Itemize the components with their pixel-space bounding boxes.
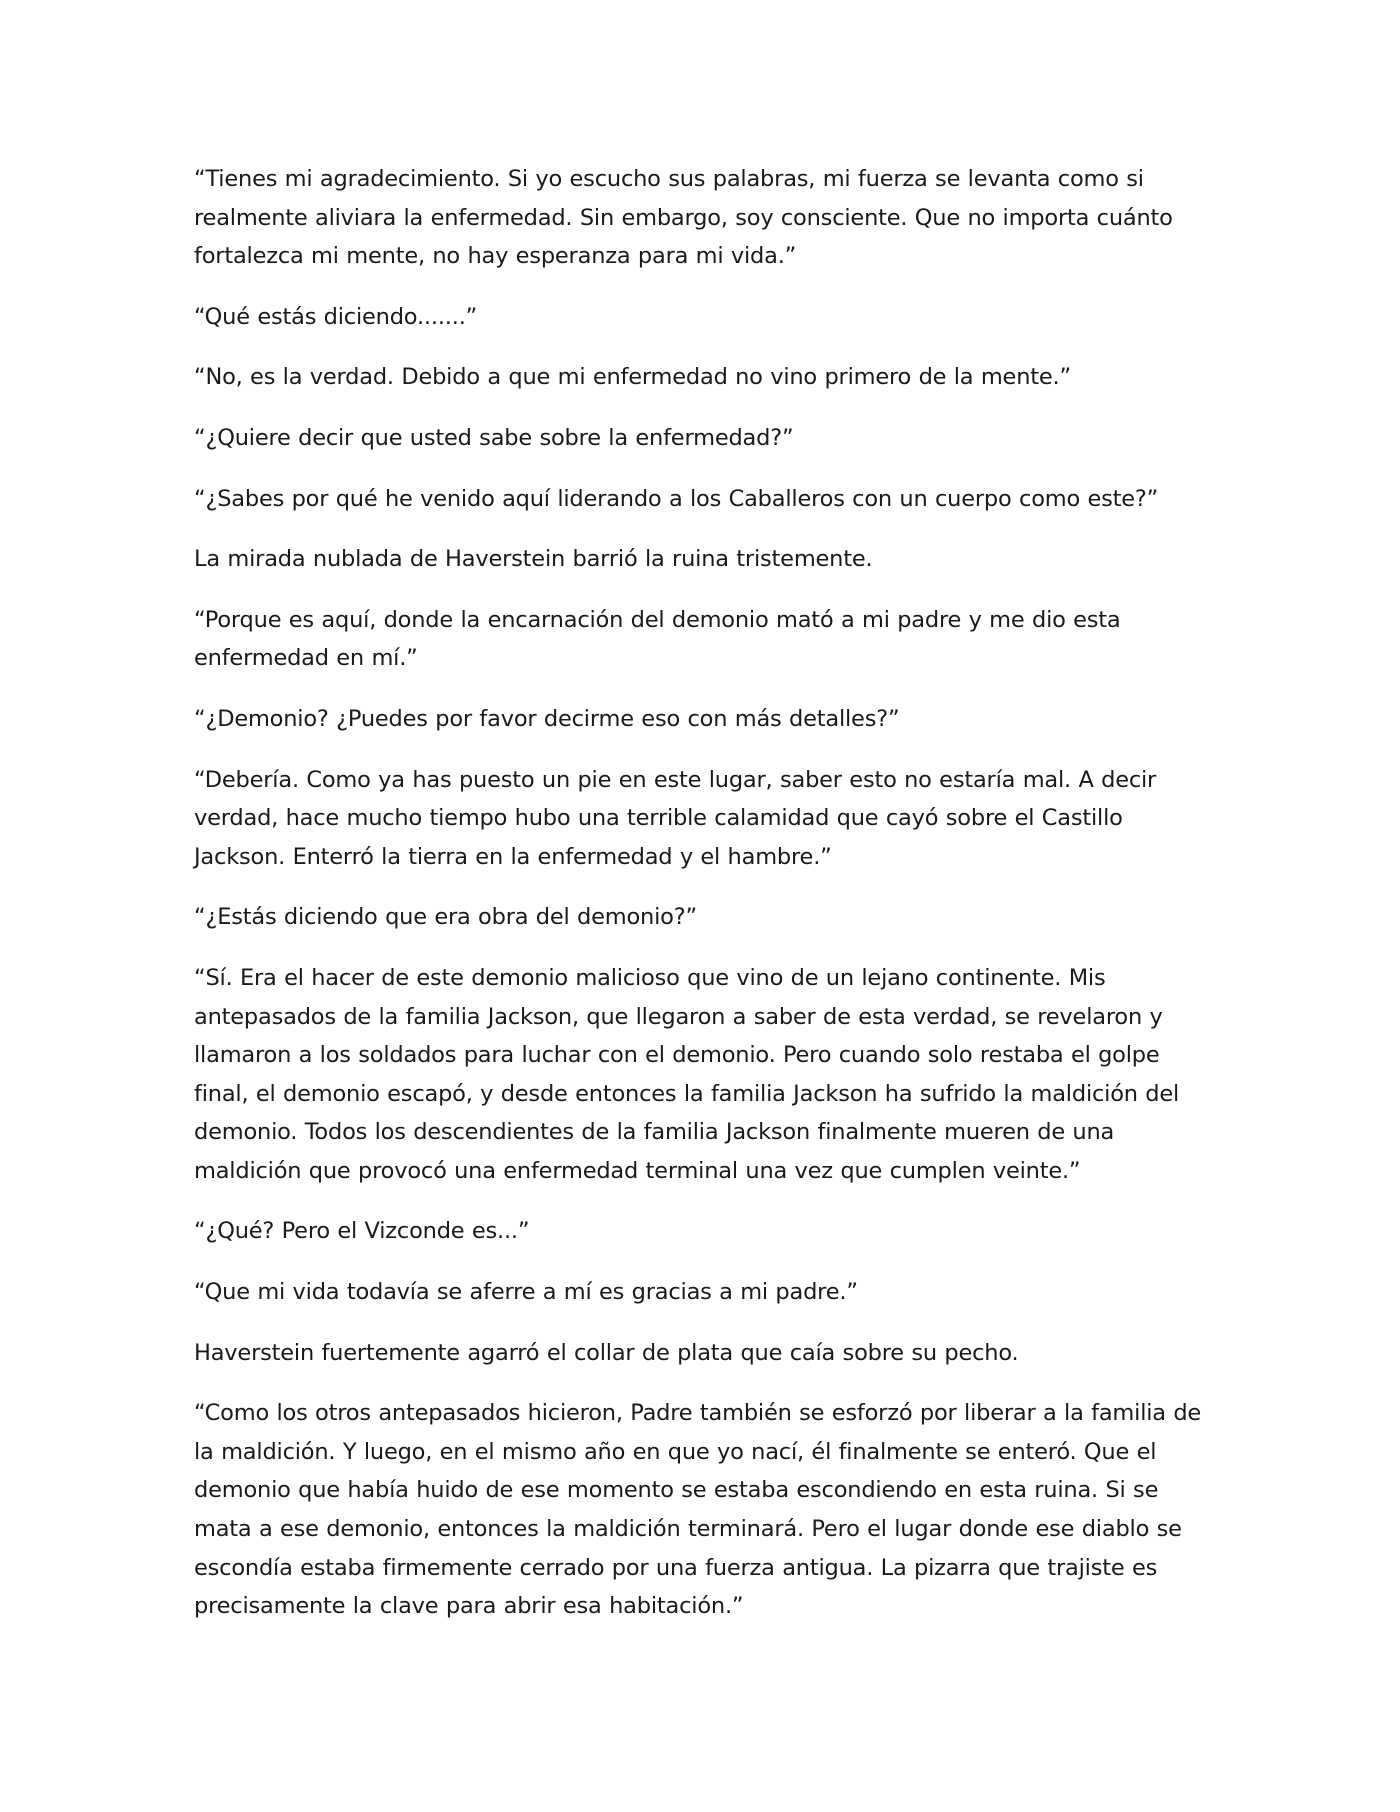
paragraph: “Porque es aquí, donde la encarnación del demonio mató a mi padre y me dio esta enfermedad en mí.” (194, 606, 1121, 672)
paragraph: “¿Demonio? ¿Puedes por favor decirme eso con más detalles?” (194, 705, 900, 732)
paragraph: “No, es la verdad. Debido a que mi enfermedad no vino primero de la mente.” (194, 364, 1071, 391)
paragraph: “¿Estás diciendo que era obra del demonio?” (194, 904, 697, 931)
document-body (194, 160, 1206, 1648)
paragraph: “¿Sabes por qué he venido aquí liderando a los Caballeros con un cuerpo como este?” (194, 485, 1159, 512)
paragraph: “¿Qué? Pero el Vizconde es...” (194, 1218, 530, 1245)
paragraph: La mirada nublada de Haverstein barrió la ruina tristemente. (194, 546, 873, 573)
paragraph: “Tienes mi agradecimiento. Si yo escucho sus palabras, mi fuerza se levanta como si realmente aliviara la enfermedad. Sin embargo, soy consciente. Que no importa cuánto fortalezca mi mente, no hay esperanza para mi vida.” (194, 166, 1173, 270)
paragraph: “Sí. Era el hacer de este demonio malicioso que vino de un lejano continente. Mis antepasados de la familia Jackson, que llegaron a saber de esta verdad, se revelaron y llamaron a los soldados para luchar con el demonio. Pero cuando solo restaba el golpe final, el demonio escapó, y desde entonces la familia Jackson ha sufrido la maldición del demonio. Todos los descendientes de la familia Jackson finalmente mueren de una maldición que provocó una enfermedad terminal una vez que cumplen veinte.” (194, 964, 1180, 1184)
paragraph: “Que mi vida todavía se aferre a mí es gracias a mi padre.” (194, 1279, 858, 1306)
paragraph: “¿Quiere decir que usted sabe sobre la enfermedad?” (194, 424, 794, 451)
paragraph: Haverstein fuertemente agarró el collar de plata que caía sobre su pecho. (194, 1339, 1019, 1366)
paragraph: “Qué estás diciendo.......” (194, 303, 478, 330)
paragraph: “Debería. Como ya has puesto un pie en este lugar, saber esto no estaría mal. A decir verdad, hace mucho tiempo hubo una terrible calamidad que cayó sobre el Castillo Jackson. Enterró la tierra en la enfermedad y el hambre.” (194, 766, 1157, 870)
paragraph: “Como los otros antepasados hicieron, Padre también se esforzó por liberar a la familia de la maldición. Y luego, en el mismo año en que yo nací, él finalmente se enteró. Que el demonio que había huido de ese momento se estaba escondiendo en esta ruina. Si se mata a ese demonio, entonces la maldición terminará. Pero el lugar donde ese diablo se escondía estaba firmemente cerrado por una fuerza antigua. La pizarra que trajiste es precisamente la clave para abrir esa habitación.” (194, 1400, 1202, 1620)
